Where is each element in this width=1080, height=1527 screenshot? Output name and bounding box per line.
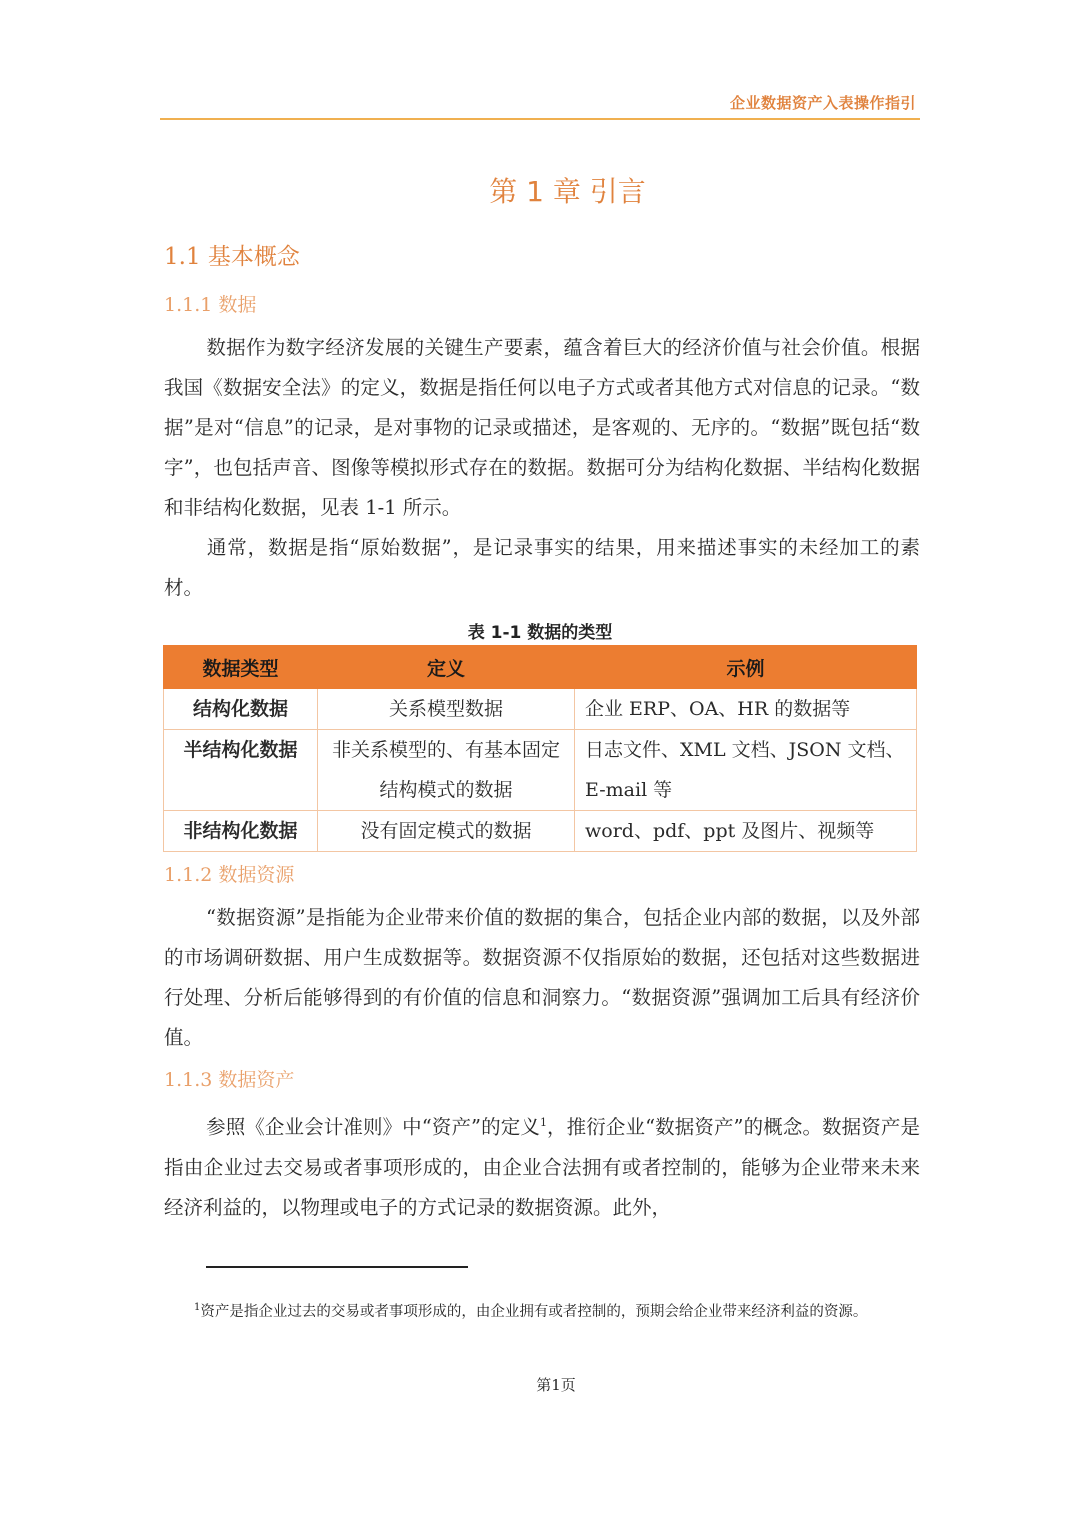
paragraph-raw-data [164,528,920,608]
table-caption: 表 1-1 数据的类型 [467,623,613,643]
column-header-definition: 定义 [318,646,575,689]
paragraph-text: 数据作为数字经济发展的关键生产要素，蕴含着巨大的经济价值与社会价值。根据我国《数据安全法》的定义，数据是指任何以电子方式或者其他方式对信息的记录。“数据”是对“信息”的记录，是对事物的记录或描述，是客观的、无序的。“数据”既包括“数字”，也包括声音、图像等模拟形式存在的数据。数据可分为结构化数据、半结构化数据和非结构化数据，见表 1-1 所示。 [164,336,920,519]
cell-definition: 关系模型数据 [318,689,575,730]
paragraph-text: “数据资源”是指能为企业带来价值的数据的集合，包括企业内部的数据，以及外部的市场调研数据、用户生成数据等。数据资源不仅指原始的数据，还包括对这些数据进行处理、分析后能够得到的有价值的信息和洞察力。“数据资源”强调加工后具有经济价值。 [164,906,920,1049]
column-header-type: 数据类型 [164,646,318,689]
cell-definition: 没有固定模式的数据 [318,811,575,852]
page-header-title: 企业数据资产入表操作指引 [729,94,916,112]
cell-type: 结构化数据 [164,689,318,730]
section-heading-1-1-1: 1.1.1 数据 [164,294,257,316]
table-row [164,811,917,852]
section-heading-1-1-3: 1.1.3 数据资产 [164,1069,295,1091]
column-header-example: 示例 [575,646,917,689]
footnote-divider [206,1266,468,1268]
table-header-row [164,646,917,689]
cell-example: 企业 ERP、OA、HR 的数据等 [575,689,917,730]
paragraph-text: ，推衍企业“数据资产”的概念。数据资产是指由企业过去交易或者事项形成的，由企业合法拥有或者控制的，能够为企业带来未来经济利益的，以物理或电子的方式记录的数据资源。此外， [164,1115,920,1219]
paragraph-data-definition [164,328,920,528]
section-heading-1-1: 1.1 基本概念 [164,244,300,270]
table-row [164,689,917,730]
cell-type: 非结构化数据 [164,811,318,852]
data-types-table [163,645,917,852]
paragraph-text: 参照《企业会计准则》中“资产”的定义 [206,1115,540,1139]
footnote-reference[interactable]: 1 [539,1116,547,1129]
header-divider [160,118,920,120]
paragraph-text: 通常，数据是指“原始数据”，是记录事实的结果，用来描述事实的未经加工的素材。 [164,536,920,599]
footnote-mark: 1 [194,1302,201,1313]
chapter-title: 第 1 章 引言 [489,175,646,208]
table-row [164,730,917,811]
cell-definition: 非关系模型的、有基本固定结构模式的数据 [318,730,575,811]
paragraph-data-resource [164,898,920,1058]
footnote [164,1288,920,1332]
page-number: 第1页 [536,1376,576,1394]
footnote-text: 资产是指企业过去的交易或者事项形成的，由企业拥有或者控制的，预期会给企业带来经济利益的资源。 [200,1303,868,1320]
paragraph-data-asset [164,1103,920,1228]
cell-example: 日志文件、XML 文档、JSON 文档、E-mail 等 [575,730,917,811]
cell-type: 半结构化数据 [164,730,318,811]
section-heading-1-1-2: 1.1.2 数据资源 [164,864,295,886]
cell-example: word、pdf、ppt 及图片、视频等 [575,811,917,852]
